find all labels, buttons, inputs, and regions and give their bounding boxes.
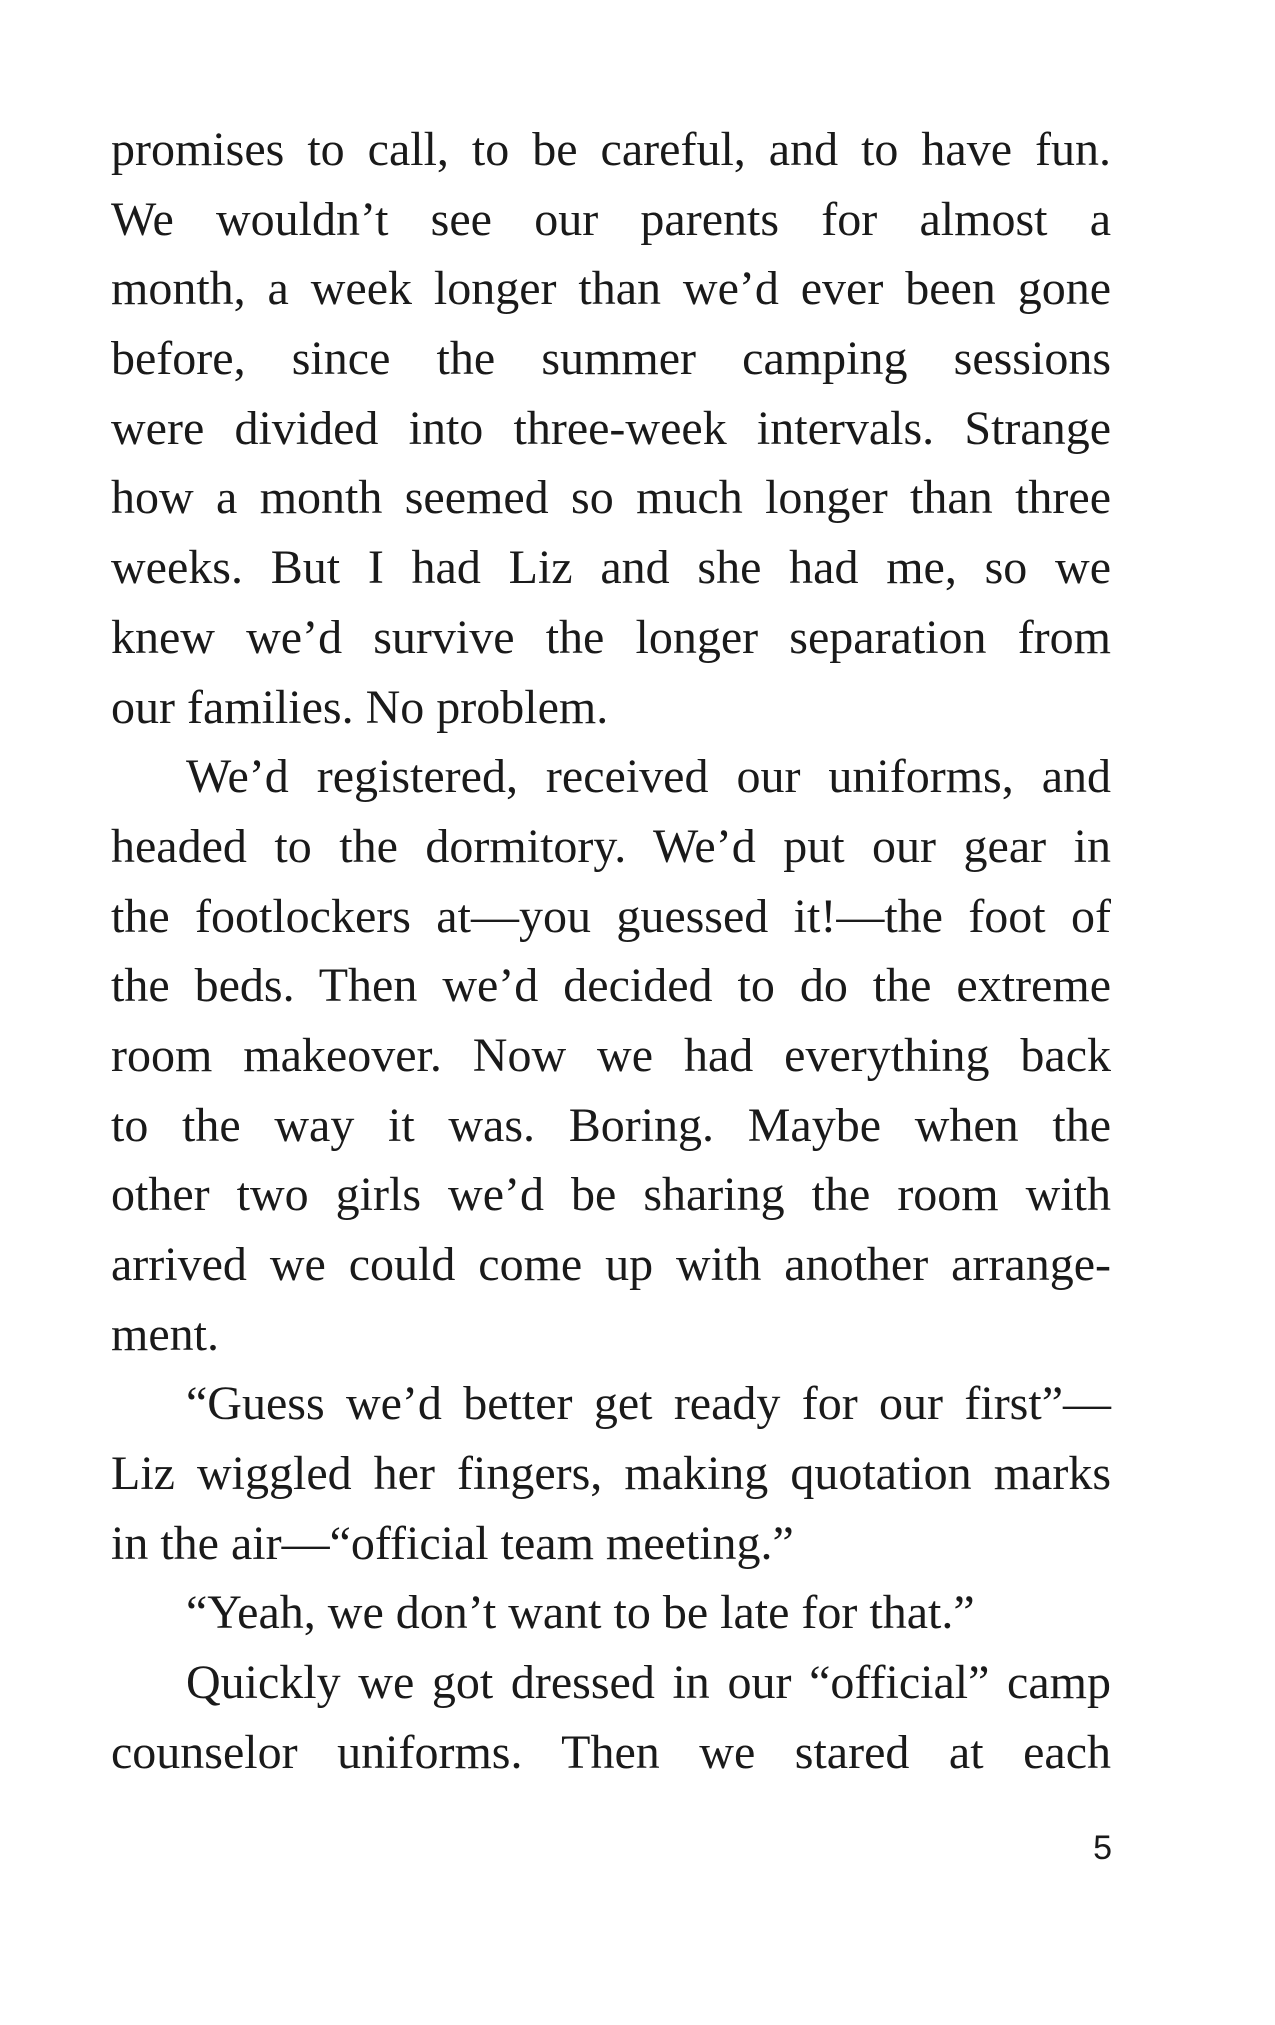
text-line: room makeover. Now we had everything back	[111, 1028, 1111, 1082]
text-line: ment.	[111, 1307, 219, 1361]
text-line: promises to call, to be careful, and to have fun.	[111, 123, 1111, 176]
text-line: our families. No problem.	[111, 680, 609, 734]
text-line: knew we’d survive the longer separation from	[111, 610, 1111, 664]
text-line: to the way it was. Boring. Maybe when the	[111, 1098, 1111, 1152]
text-line: in the air—“official team meeting.”	[111, 1516, 794, 1570]
text-line: weeks. But I had Liz and she had me, so we	[111, 541, 1111, 595]
page-number: 5	[1093, 1829, 1112, 1867]
text-line: “Guess we’d better get ready for our first”—	[186, 1377, 1111, 1431]
text-line: were divided into three-week intervals. Strange	[111, 401, 1111, 455]
text-line: Quickly we got dressed in our “official” camp	[186, 1656, 1111, 1710]
text-line: Liz wiggled her fingers, making quotation marks	[111, 1447, 1111, 1501]
body-text	[111, 115, 1111, 1788]
text-line: “Yeah, we don’t want to be late for that.”	[186, 1586, 975, 1640]
text-line: We’d registered, received our uniforms, and	[186, 750, 1111, 804]
text-line: We wouldn’t see our parents for almost a	[111, 192, 1111, 246]
text-line: other two girls we’d be sharing the room with	[111, 1168, 1111, 1222]
text-line: counselor uniforms. Then we stared at each	[111, 1725, 1111, 1779]
text-line: the footlockers at—you guessed it!—the foot of	[111, 889, 1111, 943]
text-line: how a month seemed so much longer than three	[111, 471, 1111, 525]
text-line: headed to the dormitory. We’d put our gear in	[111, 819, 1111, 873]
text-line: before, since the summer camping sessions	[111, 332, 1111, 386]
text-line: arrived we could come up with another arrange-	[111, 1238, 1111, 1291]
text-line: the beds. Then we’d decided to do the extreme	[111, 959, 1111, 1013]
text-line: month, a week longer than we’d ever been gone	[111, 262, 1111, 316]
